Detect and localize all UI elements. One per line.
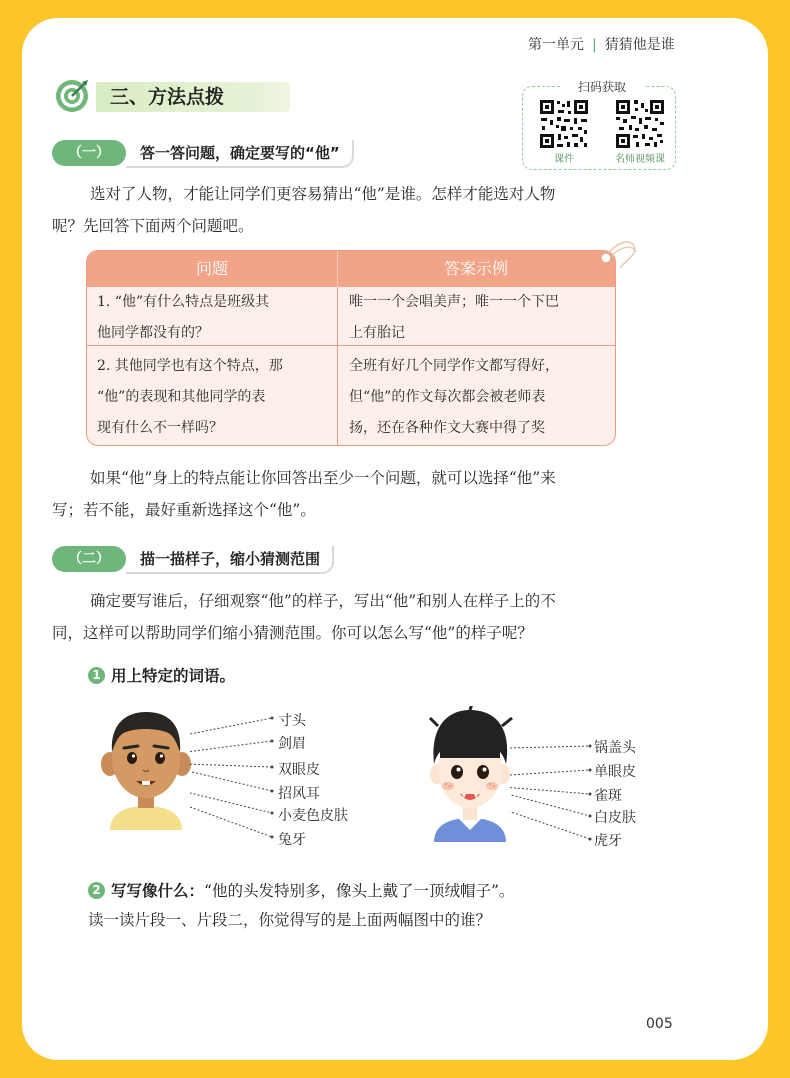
boy2-word-5: 虎牙 <box>594 833 622 849</box>
boy1-word-6: 兔牙 <box>278 832 306 848</box>
part1-after-line1: 如果“他”身上的特点能让你回答出至少一个问题，就可以选择“他”来 <box>90 469 556 487</box>
part1-after-line2: 写；若不能，最好重新选择这个“他”。 <box>52 501 316 519</box>
part2-intro-line1: 确定要写谁后，仔细观察“他”的样子，写出“他”和别人在样子上的不 <box>90 592 556 610</box>
boy-two-pointer-lines <box>510 738 592 846</box>
row2-answer-line3: 扬，还在各种作文大赛中得了奖 <box>349 420 545 436</box>
table-header-answer: 答案示例 <box>443 259 508 278</box>
boy1-word-2: 剑眉 <box>278 736 306 752</box>
header-separator: | <box>592 37 597 53</box>
boy2-word-3: 雀斑 <box>594 788 622 804</box>
part2-intro-line2: 同，这样可以帮助同学们缩小猜测范围。你可以怎么写“他”的样子呢？ <box>52 624 533 642</box>
part2-question: 读一读片段一、片段二，你觉得写的是上面两幅图中的谁？ <box>88 911 492 929</box>
qa-table <box>86 250 616 446</box>
boy1-word-4: 招风耳 <box>278 786 320 802</box>
boy1-word-1: 寸头 <box>278 713 306 729</box>
row2-question-line2: “他”的表现和其他同学的表 <box>97 389 266 405</box>
step2-label: 写写像什么： <box>111 881 205 900</box>
row2-question-line1: 2. 其他同学也有这个特点，那 <box>97 358 283 374</box>
row2-question-line3: 现有什么不一样吗？ <box>97 420 223 436</box>
step2-line <box>88 879 514 901</box>
boy1-word-3: 双眼皮 <box>278 762 320 778</box>
qr-label-courseware: 课件 <box>554 154 574 165</box>
boy2-word-2: 单眼皮 <box>594 764 636 780</box>
part1-heading: 答一答问题，确定要写的“他” <box>126 140 354 168</box>
boy1-word-5: 小麦色皮肤 <box>278 808 348 824</box>
step2-number: 2 <box>88 882 105 899</box>
target-icon <box>54 78 90 114</box>
unit-label: 第一单元 <box>528 37 584 53</box>
step1-heading <box>88 664 235 686</box>
boy2-word-4: 白皮肤 <box>594 810 636 826</box>
row2-answer-line2: 但“他”的作文每次都会被老师表 <box>349 389 546 405</box>
boy-two-illustration <box>420 706 520 842</box>
part2-number-pill: （二） <box>52 546 126 572</box>
qr-label-video: 名师视频课 <box>615 154 665 165</box>
qr-code-courseware[interactable] <box>538 98 590 150</box>
page-number: 005 <box>646 1016 673 1032</box>
part1-intro-line2: 呢？先回答下面两个问题吧。 <box>52 217 254 235</box>
part1-number-pill: （一） <box>52 140 126 166</box>
boy-one-pointer-lines <box>190 712 274 846</box>
table-header-question: 问题 <box>195 259 228 278</box>
tag-hole-icon <box>596 238 642 280</box>
part2-heading: 描一描样子，缩小猜测范围 <box>126 546 334 574</box>
part1-intro-line1: 选对了人物，才能让同学们更容易猜出“他”是谁。怎样才能选对人物 <box>90 185 556 203</box>
step1-label: 用上特定的词语。 <box>111 666 236 685</box>
boy-one-illustration <box>96 706 196 830</box>
row1-answer-line1: 唯一一个会唱美声；唯一一个下巴 <box>349 294 559 310</box>
qr-code-video[interactable] <box>614 98 666 150</box>
row1-question-line2: 他同学都没有的？ <box>97 325 209 341</box>
row1-answer-line2: 上有胎记 <box>349 325 405 341</box>
step2-text: “他的头发特别多，像头上戴了一顶绒帽子”。 <box>204 882 515 900</box>
row1-question-line1: 1. “他”有什么特点是班级其 <box>97 294 270 310</box>
boy2-word-1: 锅盖头 <box>594 740 636 756</box>
column-divider <box>337 287 338 445</box>
header-divider <box>337 251 338 287</box>
step1-number: 1 <box>88 667 105 684</box>
running-header <box>528 34 675 54</box>
row2-answer-line1: 全班有好几个同学作文都写得好， <box>349 358 559 374</box>
lesson-label: 猜猜他是谁 <box>604 37 675 53</box>
qr-title: 扫码获取 <box>560 78 644 96</box>
qa-table-header <box>87 251 615 287</box>
section-title: 三、方法点拨 <box>96 82 290 112</box>
